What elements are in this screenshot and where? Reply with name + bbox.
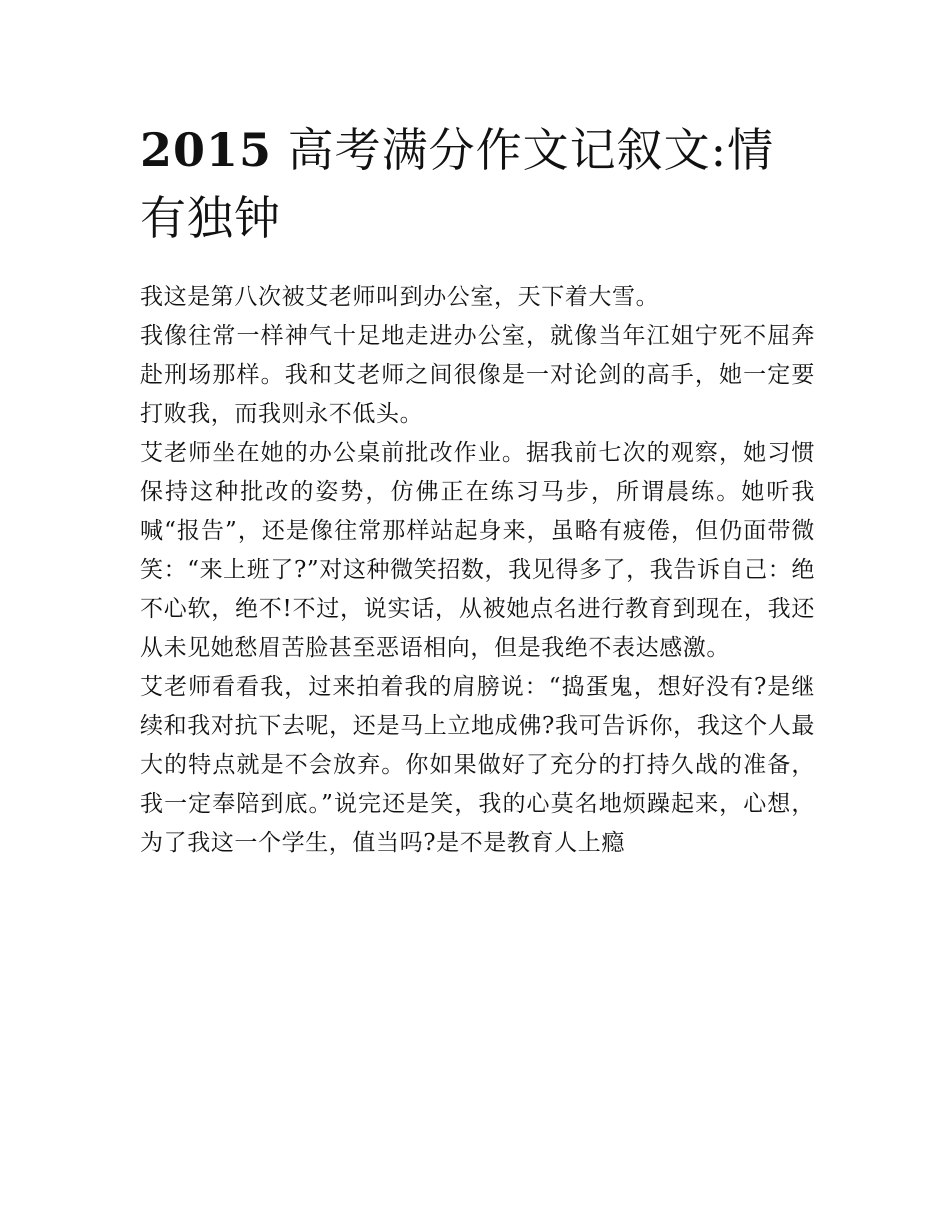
title-text: 高考满分作文记叙文:情有独钟 xyxy=(140,123,775,245)
paragraph-1: 我这是第八次被艾老师叫到办公室，天下着大雪。 xyxy=(140,284,660,310)
document-page xyxy=(140,116,815,863)
paragraph-3: 艾老师坐在她的办公桌前批改作业。据我前七次的观察，她习惯保持这种批改的姿势，仿佛正在练习马步，所谓晨练。她听我喊“报告”，还是像往常那样站起身来，虽略有疲倦，但仍面带微笑：“来上班了?”对这种微笑招数，我见得多了，我告诉自己：绝不心软，绝不!不过，说实话，从被她点名进行教育到现在，我还从未见她愁眉苦脸甚至恶语相向，但是我绝不表达感激。 xyxy=(140,440,815,661)
title-year: 2015 xyxy=(140,123,273,177)
document-title xyxy=(140,116,815,252)
paragraph-2: 我像往常一样神气十足地走进办公室，就像当年江姐宁死不屈奔赴刑场那样。我和艾老师之间很像是一对论剑的高手，她一定要打败我，而我则永不低头。 xyxy=(140,323,815,427)
document-body xyxy=(140,278,815,863)
paragraph-4: 艾老师看看我，过来拍着我的肩膀说：“捣蛋鬼，想好没有?是继续和我对抗下去呢，还是马上立地成佛?我可告诉你，我这个人最大的特点就是不会放弃。你如果做好了充分的打持久战的准备，我一定奉陪到底。”说完还是笑，我的心莫名地烦躁起来，心想，为了我这一个学生，值当吗?是不是教育人上瘾 xyxy=(140,674,815,856)
